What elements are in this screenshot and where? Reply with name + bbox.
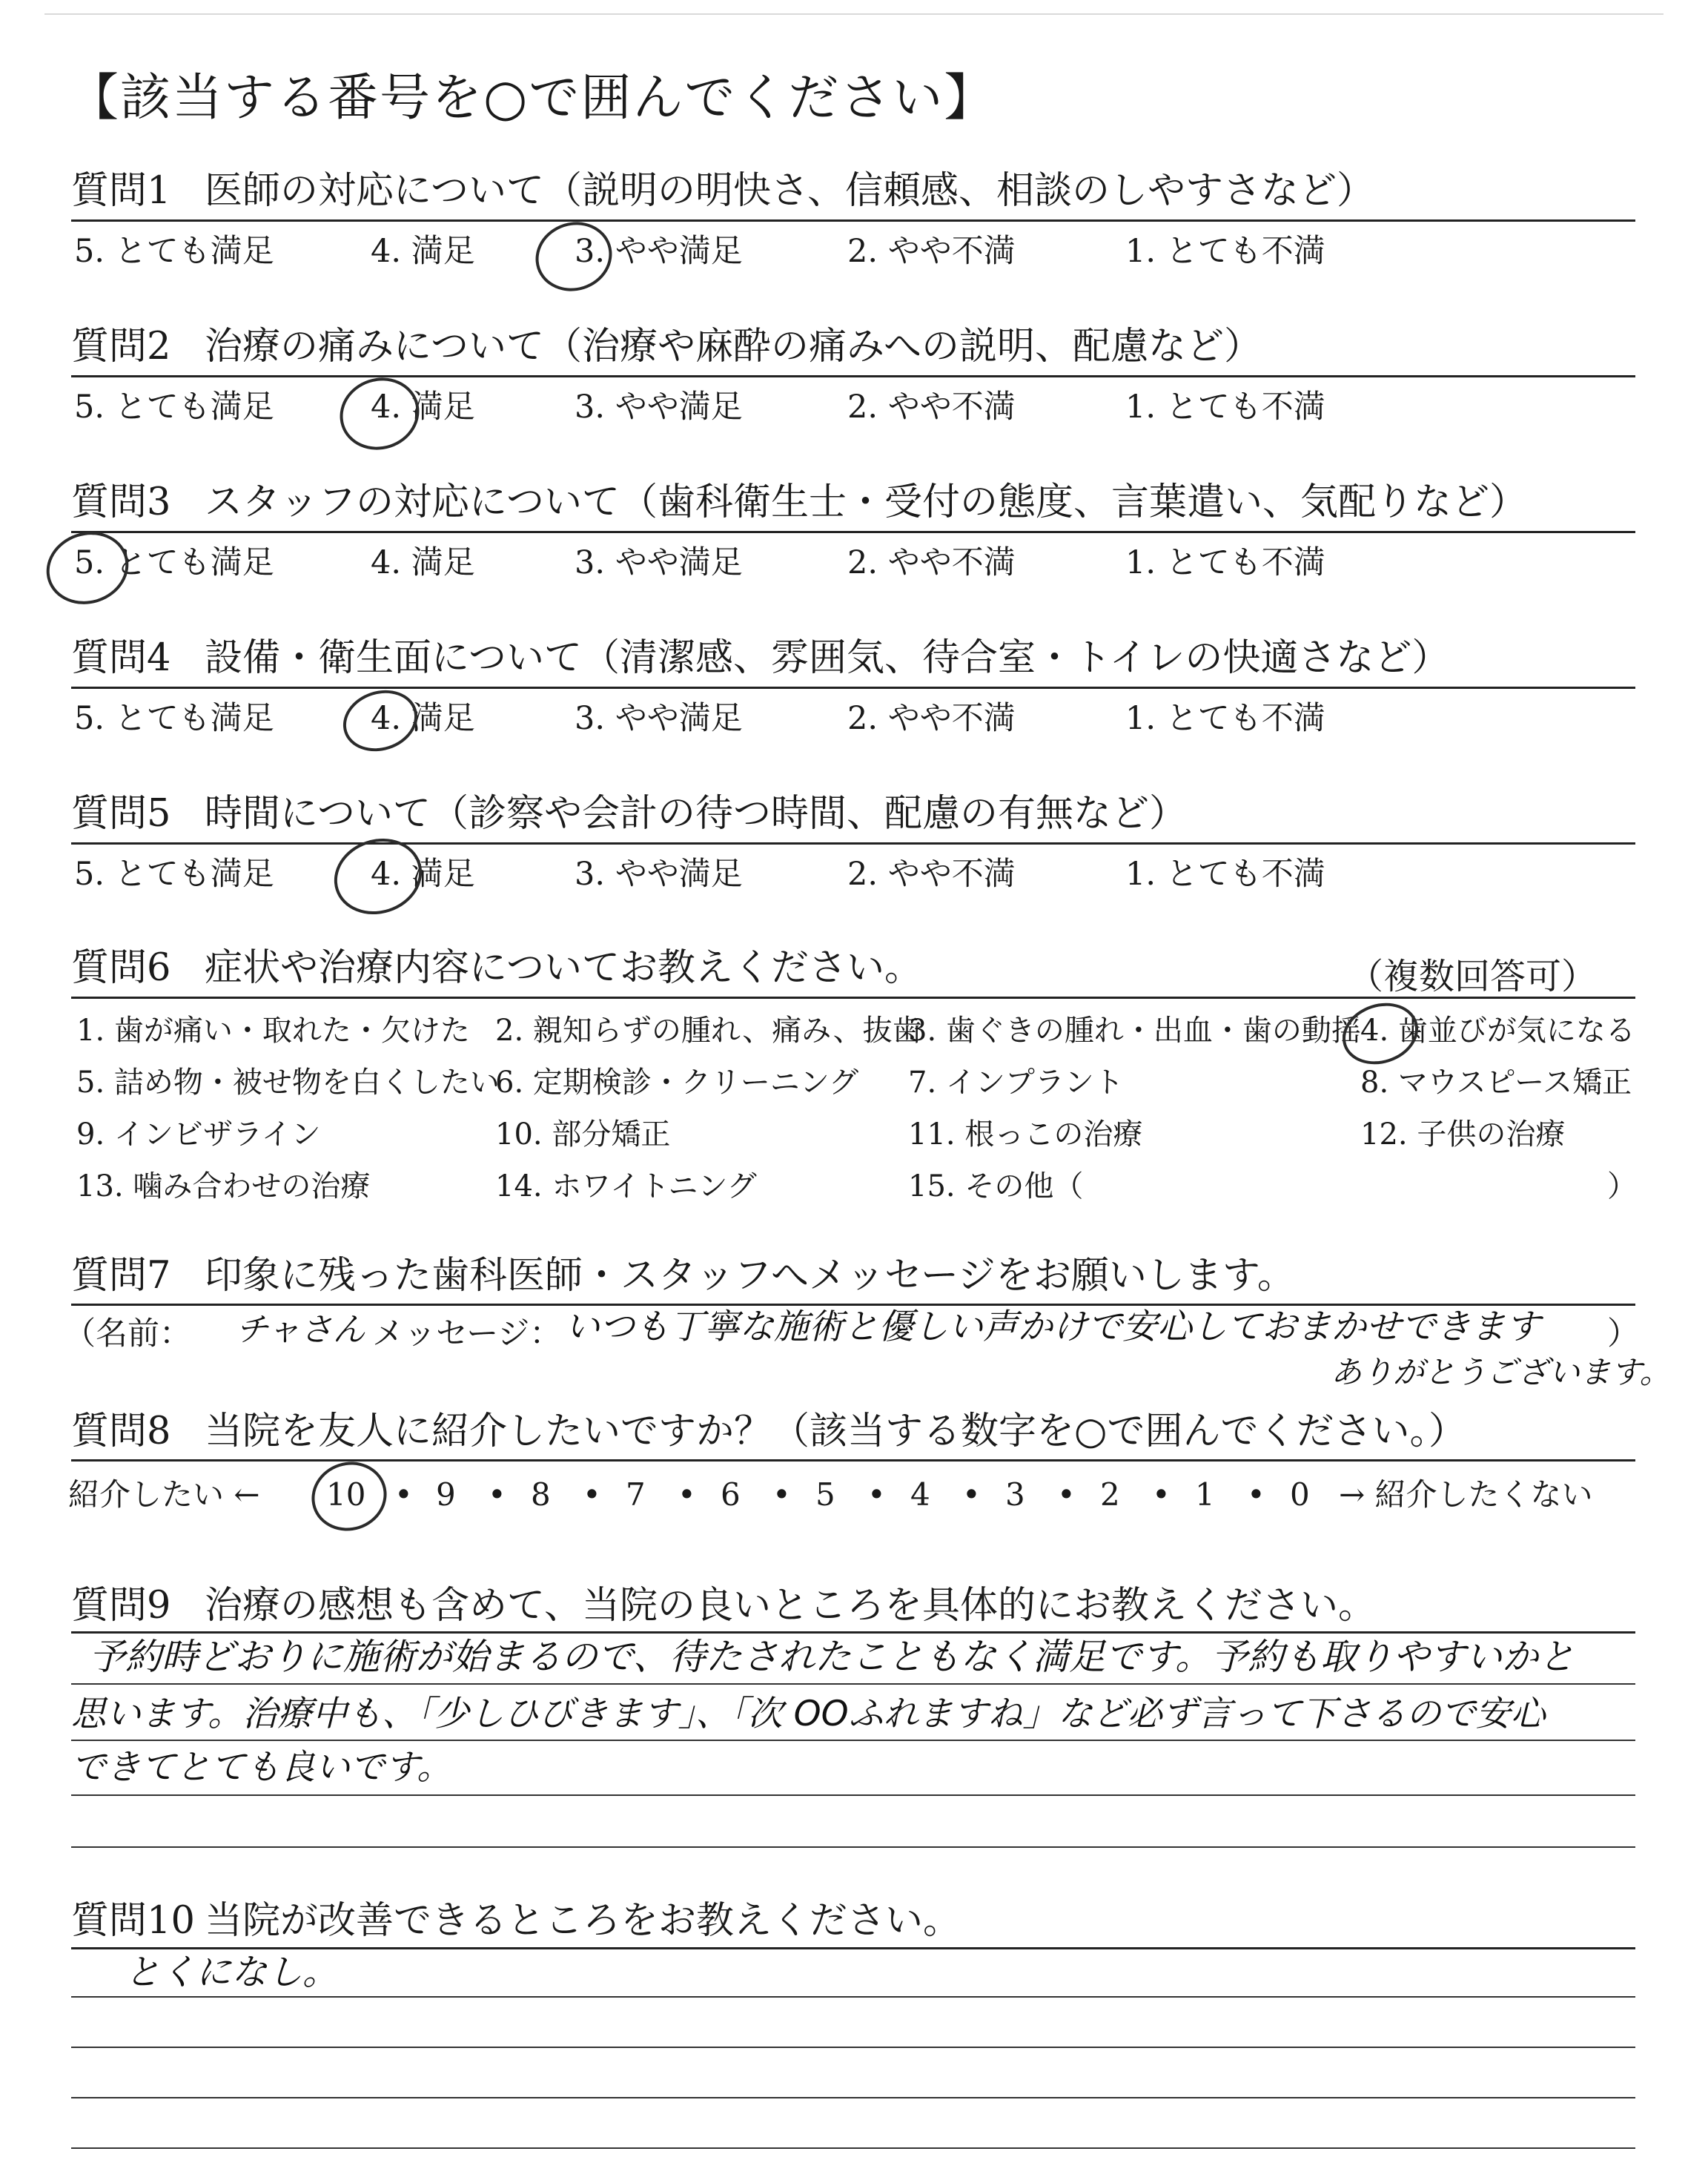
symptom-option-2[interactable]: 2. 親知らずの腫れ、痛み、抜歯: [495, 1014, 922, 1048]
q4-option-4[interactable]: 4. 満足: [371, 700, 475, 737]
form-header: 【該当する番号を○で囲んでください】: [68, 69, 996, 128]
selection-circle: [335, 681, 426, 761]
separator-dot: •: [1152, 1476, 1171, 1513]
question-8-rule: [71, 1459, 1635, 1462]
question-5: [71, 792, 1187, 836]
answer-line: [71, 1683, 1635, 1685]
question-2: [71, 325, 1262, 369]
question-number: 質問10: [71, 1899, 195, 1943]
answer-line: [71, 1846, 1635, 1848]
message-close-paren: ）: [1607, 1315, 1639, 1353]
top-divider: [44, 13, 1664, 15]
q5-option-4[interactable]: 4. 満足: [371, 856, 475, 893]
selection-circle: [1334, 994, 1426, 1074]
symptom-option-13[interactable]: 13. 噛み合わせの治療: [76, 1169, 371, 1203]
q2-option-2[interactable]: 2. やや不満: [847, 389, 1016, 426]
q2-option-1[interactable]: 1. とても不満: [1125, 389, 1325, 426]
symptom-option-3[interactable]: 3. 歯ぐきの腫れ・出血・歯の動揺: [908, 1014, 1361, 1048]
question-number: 質問5: [71, 792, 171, 836]
symptom-option-8[interactable]: 8. マウスピース矯正: [1360, 1066, 1632, 1100]
score-5[interactable]: 5: [815, 1476, 835, 1513]
question-6-rule: [71, 997, 1635, 999]
question-number: 質問2: [71, 325, 171, 369]
question-9: [71, 1584, 1376, 1628]
q9-answer-line-1[interactable]: 予約時どおりに施術が始まるので、待たされたこともなく満足です。予約も取りやすいかと: [89, 1636, 1575, 1678]
symptom-option-9[interactable]: 9. インビザライン: [76, 1117, 321, 1152]
score-7[interactable]: 7: [626, 1476, 646, 1513]
question-6: [71, 946, 922, 990]
symptom-option-4[interactable]: 4. 歯並びが気になる: [1360, 1014, 1635, 1048]
separator-dot: •: [394, 1476, 413, 1513]
q5-option-2[interactable]: 2. やや不満: [847, 856, 1016, 893]
question-10-rule: [71, 1947, 1635, 1949]
q1-option-2[interactable]: 2. やや不満: [847, 233, 1016, 270]
answer-line: [71, 2047, 1635, 2048]
q4-option-1[interactable]: 1. とても不満: [1125, 700, 1325, 737]
recommend-left-label: 紹介したい ←: [68, 1476, 260, 1513]
q3-option-3[interactable]: 3. やや満足: [575, 544, 743, 581]
symptom-option-1[interactable]: 1. 歯が痛い・取れた・欠けた: [76, 1014, 470, 1048]
symptom-option-15[interactable]: 15. その他（: [908, 1169, 1084, 1203]
question-number: 質問1: [71, 169, 171, 213]
q5-option-5[interactable]: 5. とても満足: [74, 856, 274, 893]
score-9[interactable]: 9: [436, 1476, 456, 1513]
name-label: （名前：: [64, 1315, 191, 1353]
symptom-option-5[interactable]: 5. 詰め物・被せ物を白くしたい: [76, 1066, 500, 1100]
separator-dot: •: [678, 1476, 696, 1513]
question-3-rule: [71, 531, 1635, 533]
recommend-right-label: → 紹介したくない: [1339, 1476, 1593, 1513]
question-4-rule: [71, 687, 1635, 689]
separator-dot: •: [1057, 1476, 1076, 1513]
selection-circle: [331, 368, 428, 460]
score-0[interactable]: 0: [1290, 1476, 1310, 1513]
question-10: [71, 1899, 961, 1943]
q1-option-5[interactable]: 5. とても満足: [74, 233, 274, 270]
question-7: [71, 1254, 1295, 1298]
question-number: 質問8: [71, 1410, 171, 1453]
separator-dot: •: [488, 1476, 506, 1513]
q2-option-4[interactable]: 4. 満足: [371, 389, 475, 426]
answer-line: [71, 1996, 1635, 1998]
message-label: メッセージ：: [372, 1315, 562, 1353]
q4-option-2[interactable]: 2. やや不満: [847, 700, 1016, 737]
question-text: 時間について（診察や会計の待つ時間、配慮の有無など）: [205, 792, 1187, 836]
separator-dot: •: [583, 1476, 601, 1513]
name-value[interactable]: チャさん: [236, 1311, 365, 1349]
separator-dot: •: [772, 1476, 791, 1513]
other-close-paren: ）: [1607, 1169, 1637, 1203]
question-text: 治療の痛みについて（治療や麻酔の痛みへの説明、配慮など）: [205, 325, 1262, 369]
score-8[interactable]: 8: [531, 1476, 551, 1513]
question-text: 治療の感想も含めて、当院の良いところを具体的にお教えください。: [205, 1584, 1376, 1628]
symptom-option-14[interactable]: 14. ホワイトニング: [495, 1169, 757, 1203]
question-number: 質問7: [71, 1254, 171, 1298]
question-text: 当院が改善できるところをお教えください。: [205, 1899, 961, 1943]
question-text: 症状や治療内容についてお教えください。: [205, 946, 922, 990]
score-3[interactable]: 3: [1005, 1476, 1025, 1513]
selection-circle: [302, 1452, 395, 1540]
score-10[interactable]: 10: [326, 1476, 366, 1513]
question-number: 質問4: [71, 636, 171, 680]
score-4[interactable]: 4: [910, 1476, 930, 1513]
question-5-rule: [71, 842, 1635, 845]
separator-dot: •: [1247, 1476, 1265, 1513]
message-value[interactable]: いつも丁寧な施術と優しい声かけで安心しておまかせできます: [565, 1307, 1540, 1347]
symptom-option-6[interactable]: 6. 定期検診・クリーニング: [495, 1066, 859, 1100]
question-text: 印象に残った歯科医師・スタッフへメッセージをお願いします。: [205, 1254, 1295, 1298]
score-1[interactable]: 1: [1195, 1476, 1215, 1513]
question-2-rule: [71, 375, 1635, 377]
selection-circle: [37, 521, 138, 615]
multiple-answers-note: （複数回答可）: [1347, 956, 1597, 997]
q10-answer[interactable]: とくになし。: [125, 1952, 339, 1993]
q5-option-3[interactable]: 3. やや満足: [575, 856, 743, 893]
question-number: 質問3: [71, 480, 171, 524]
selection-circle: [526, 212, 620, 301]
q1-option-1[interactable]: 1. とても不満: [1125, 233, 1325, 270]
question-text: スタッフの対応について（歯科衛生士・受付の態度、言葉遣い、気配りなど）: [205, 480, 1527, 524]
symptom-option-12[interactable]: 12. 子供の治療: [1360, 1117, 1566, 1152]
q9-answer-line-3[interactable]: できてとても良いです。: [71, 1747, 452, 1788]
score-6[interactable]: 6: [721, 1476, 741, 1513]
message-value-line-2[interactable]: ありがとうございます。: [1331, 1354, 1671, 1390]
question-4: [71, 636, 1450, 680]
question-9-rule: [71, 1631, 1635, 1634]
q4-option-5[interactable]: 5. とても満足: [74, 700, 274, 737]
question-number: 質問6: [71, 946, 171, 990]
question-1-rule: [71, 219, 1635, 222]
separator-dot: •: [867, 1476, 886, 1513]
q3-option-4[interactable]: 4. 満足: [371, 544, 475, 581]
q1-option-4[interactable]: 4. 満足: [371, 233, 475, 270]
q3-option-5[interactable]: 5. とても満足: [74, 544, 274, 581]
score-2[interactable]: 2: [1100, 1476, 1120, 1513]
separator-dot: •: [962, 1476, 981, 1513]
question-text: 当院を友人に紹介したいですか？（該当する数字を○で囲んでください。）: [205, 1410, 1467, 1453]
symptom-option-10[interactable]: 10. 部分矯正: [495, 1117, 671, 1152]
question-1: [71, 169, 1374, 213]
question-number: 質問9: [71, 1584, 171, 1628]
q2-option-3[interactable]: 3. やや満足: [575, 389, 743, 426]
q3-option-1[interactable]: 1. とても不満: [1125, 544, 1325, 581]
question-7-rule: [71, 1304, 1635, 1306]
q9-answer-line-2[interactable]: 思います。治療中も、「少しひびきます」、「次 OOふれますね」など必ず言って下さるので安心: [71, 1694, 1546, 1734]
q5-option-1[interactable]: 1. とても不満: [1125, 856, 1325, 893]
question-8: [71, 1410, 1467, 1453]
q2-option-5[interactable]: 5. とても満足: [74, 389, 274, 426]
q3-option-2[interactable]: 2. やや不満: [847, 544, 1016, 581]
answer-line: [71, 1794, 1635, 1796]
q4-option-3[interactable]: 3. やや満足: [575, 700, 743, 737]
question-3: [71, 480, 1527, 524]
question-text: 医師の対応について（説明の明快さ、信頼感、相談のしやすさなど）: [205, 169, 1374, 213]
answer-line: [71, 1740, 1635, 1741]
question-text: 設備・衛生面について（清潔感、雰囲気、待合室・トイレの快適さなど）: [205, 636, 1450, 680]
q1-option-3[interactable]: 3. やや満足: [575, 233, 743, 270]
answer-line: [71, 2147, 1635, 2149]
symptom-option-7[interactable]: 7. インプラント: [908, 1066, 1124, 1100]
symptom-option-11[interactable]: 11. 根っこの治療: [908, 1117, 1143, 1152]
answer-line: [71, 2097, 1635, 2098]
